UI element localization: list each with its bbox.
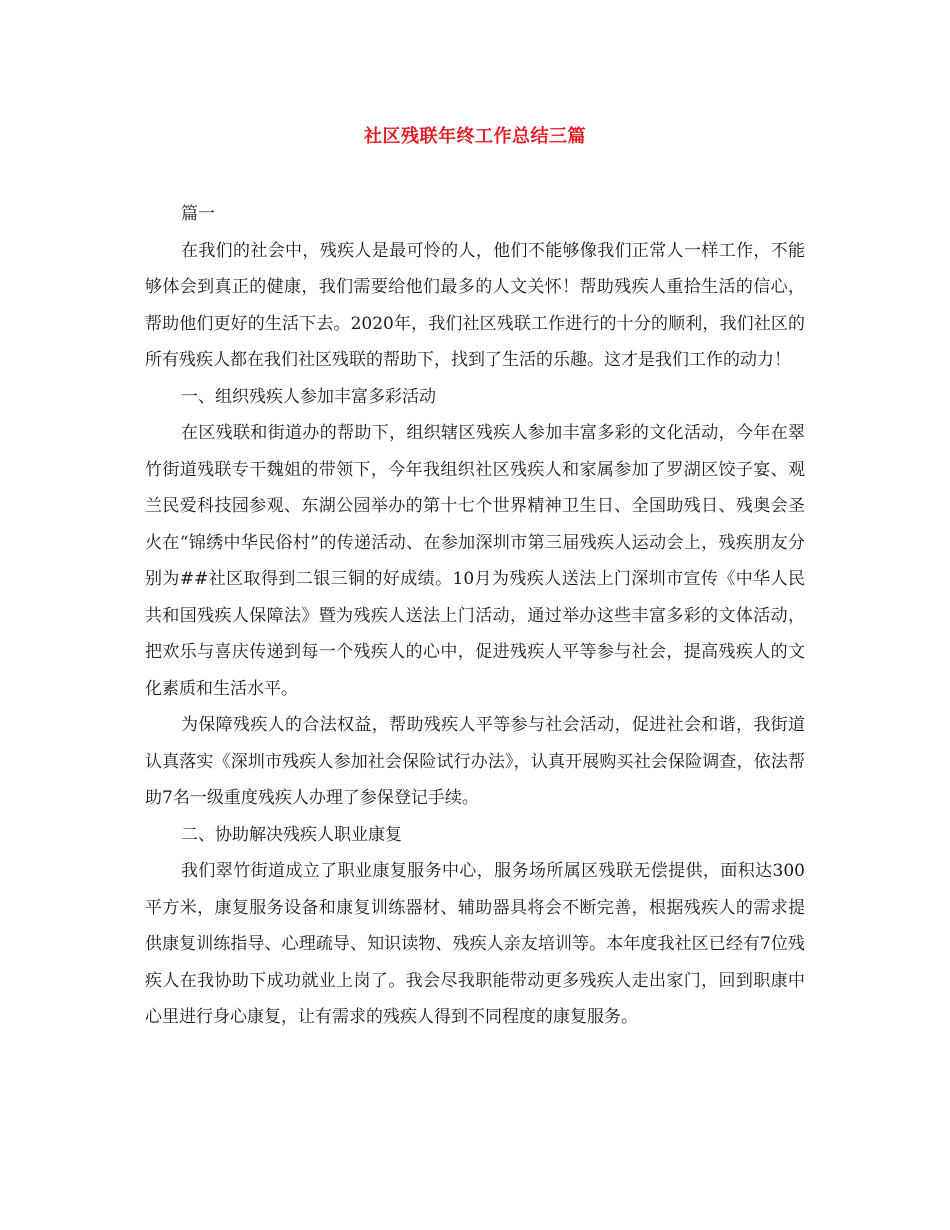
paragraph-intro: 在我们的社会中，残疾人是最可怜的人，他们不能够像我们正常人一样工作，不能够体会到真正的健康，我们需要给他们最多的人文关怀！帮助残疾人重拾生活的信心，帮助他们更好的生活下去。2020年，我们社区残联工作进行的十分的顺利，我们社区的所有残疾人都在我们社区残联的帮助下，找到了生活的乐趣。这才是我们工作的动力！ [145,240,805,370]
paragraph-activities: 在区残联和街道办的帮助下，组织辖区残疾人参加丰富多彩的文化活动，今年在翠竹街道残联专干魏姐的带领下，今年我组织社区残疾人和家属参加了罗湖区饺子宴、观兰民爱科技园参观、东湖公园举办的第十七个世界精神卫生日、全国助残日、残奥会圣火在“锦绣中华民俗村”的传递活动、在参加深圳市第三届残疾人运动会上，残疾朋友分别为##社区取得到二银三铜的好成绩。10月为残疾人送法上门深圳市宣传《中华人民共和国残疾人保障法》暨为残疾人送法上门活动，通过举办这些丰富多彩的文体活动，把欢乐与喜庆传递到每一个残疾人的心中，促进残疾人平等参与社会，提高残疾人的文化素质和生活水平。 [145,423,805,699]
section-heading-activities: 一、组织残疾人参加丰富多彩活动 [181,386,436,407]
document-body [145,196,805,1036]
paragraph-rehabilitation: 我们翠竹街道成立了职业康复服务中心，服务场所属区残联无偿提供，面积达300平方米，康复服务设备和康复训练器材、辅助器具将会不断完善，根据残疾人的需求提供康复训练指导、心理疏导、知识读物、残疾人亲友培训等。本年度我社区已经有7位残疾人在我协助下成功就业上岗了。我会尽我职能带动更多残疾人走出家门，回到职康中心里进行身心康复，让有需求的残疾人得到不同程度的康复服务。 [145,861,805,1027]
section-heading-part-one: 篇一 [181,204,215,224]
section-heading-rehabilitation: 二、协助解决残疾人职业康复 [181,824,402,845]
paragraph-insurance: 为保障残疾人的合法权益，帮助残疾人平等参与社会活动，促进社会和谐，我街道认真落实《深圳市残疾人参加社会保险试行办法》，认真开展购买社会保险调查，依法帮助7名一级重度残疾人办理了参保登记手续。 [145,715,805,808]
document-title: 社区残联年终工作总结三篇 [364,126,586,147]
